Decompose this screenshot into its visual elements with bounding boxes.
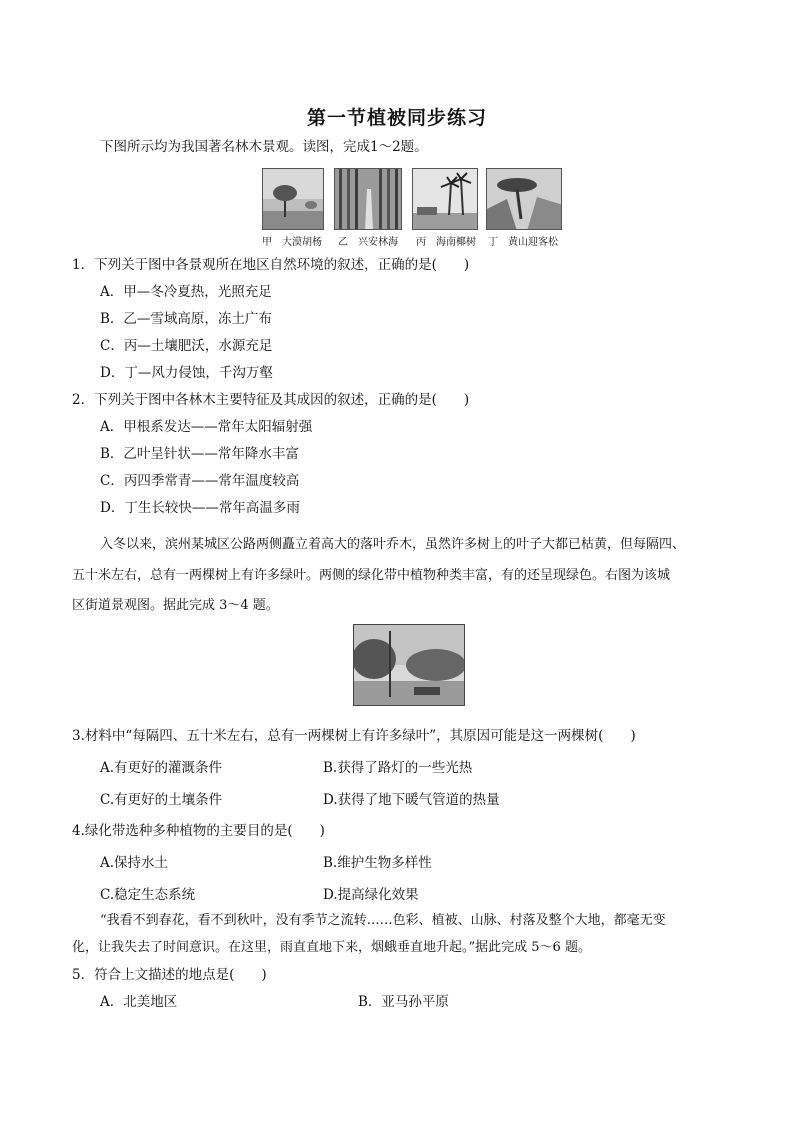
question-1-option-a: A．甲—冬冷夏热，光照充足: [100, 284, 272, 300]
question-3-option-c: C.有更好的土壤条件: [100, 792, 223, 808]
question-3-stem: 3.材料中“每隔四、五十米左右，总有一两棵树上有许多绿叶”，其原因可能是这一两棵树( ): [72, 728, 636, 744]
huangshan-pine-illustration: [487, 169, 562, 230]
question-1-option-c: C．丙—土壤肥沃，水源充足: [100, 338, 273, 354]
intro-text: 下图所示均为我国著名林木景观。读图，完成1～2题。: [100, 139, 428, 155]
question-5-option-b: B．亚马孙平原: [358, 994, 449, 1010]
question-2-option-d: D．丁生长较快——常年高温多雨: [100, 500, 300, 516]
photo-caption-ding: 丁 黄山迎客松: [488, 237, 558, 248]
tree-photo-strip: [262, 168, 562, 230]
question-2-option-b: B．乙叶呈针状——常年降水丰富: [100, 446, 299, 462]
question-1-stem: 1．下列关于图中各景观所在地区自然环境的叙述，正确的是( ): [72, 257, 470, 273]
photo-caption-yi: 乙 兴安林海: [338, 237, 398, 248]
hainan-coconut-illustration: [413, 169, 478, 230]
question-4-option-a: A.保持水土: [100, 855, 169, 871]
passage-3-line-2: 化，让我失去了时间意识。在这里，雨直直地下来，烟蛾垂直地升起。”据此完成 5～6 题。: [72, 940, 591, 955]
question-4-stem: 4.绿化带选种多种植物的主要目的是( ): [72, 823, 325, 839]
photo-caption-bing: 丙 海南椰树: [416, 237, 476, 248]
page-title: 第一节植被同步练习: [306, 107, 487, 129]
question-3-option-a: A.有更好的灌溉条件: [100, 760, 223, 776]
street-scene-illustration: [354, 625, 465, 706]
photo-caption-jia: 甲 大漠胡杨: [262, 237, 322, 248]
question-5-stem: 5．符合上文描述的地点是( ): [72, 967, 267, 983]
hainan-coconut-photo: [412, 168, 478, 230]
question-1-option-d: D．丁—风力侵蚀，千沟万壑: [100, 365, 273, 381]
huangshan-pine-photo: [486, 168, 562, 230]
xingan-forest-illustration: [335, 169, 402, 230]
question-2-option-c: C．丙四季常青——常年温度较高: [100, 473, 300, 489]
question-2-option-a: A．甲根系发达——常年太阳辐射强: [100, 419, 313, 435]
question-4-option-d: D.提高绿化效果: [323, 887, 419, 903]
desert-poplar-photo: [262, 168, 324, 230]
question-2-stem: 2．下列关于图中各林木主要特征及其成因的叙述，正确的是( ): [72, 392, 470, 408]
passage-2-line-1: 入冬以来，滨州某城区公路两侧矗立着高大的落叶乔木，虽然许多树上的叶子大都已枯黄，但每隔四、: [100, 537, 686, 552]
street-scene-photo: [353, 624, 465, 706]
passage-3-line-1: “我看不到春花，看不到秋叶，没有季节之流转……色彩、植被、山脉、村落及整个大地，都毫无变: [100, 913, 666, 928]
xingan-forest-photo: [334, 168, 402, 230]
question-1-option-b: B．乙—雪域高原，冻土广布: [100, 311, 272, 327]
question-4-option-b: B.维护生物多样性: [323, 855, 432, 871]
desert-poplar-illustration: [263, 169, 324, 230]
question-3-option-d: D.获得了地下暖气管道的热量: [323, 792, 500, 808]
question-5-option-a: A．北美地区: [100, 994, 178, 1010]
passage-2-line-2: 五十米左右，总有一两棵树上有许多绿叶。两侧的绿化带中植物种类丰富，有的还呈现绿色。右图为该城: [72, 568, 671, 583]
question-4-option-c: C.稳定生态系统: [100, 887, 196, 903]
passage-2-line-3: 区街道景观图。据此完成 3～4 题。: [72, 598, 279, 613]
question-3-option-b: B.获得了路灯的一些光热: [323, 760, 473, 776]
